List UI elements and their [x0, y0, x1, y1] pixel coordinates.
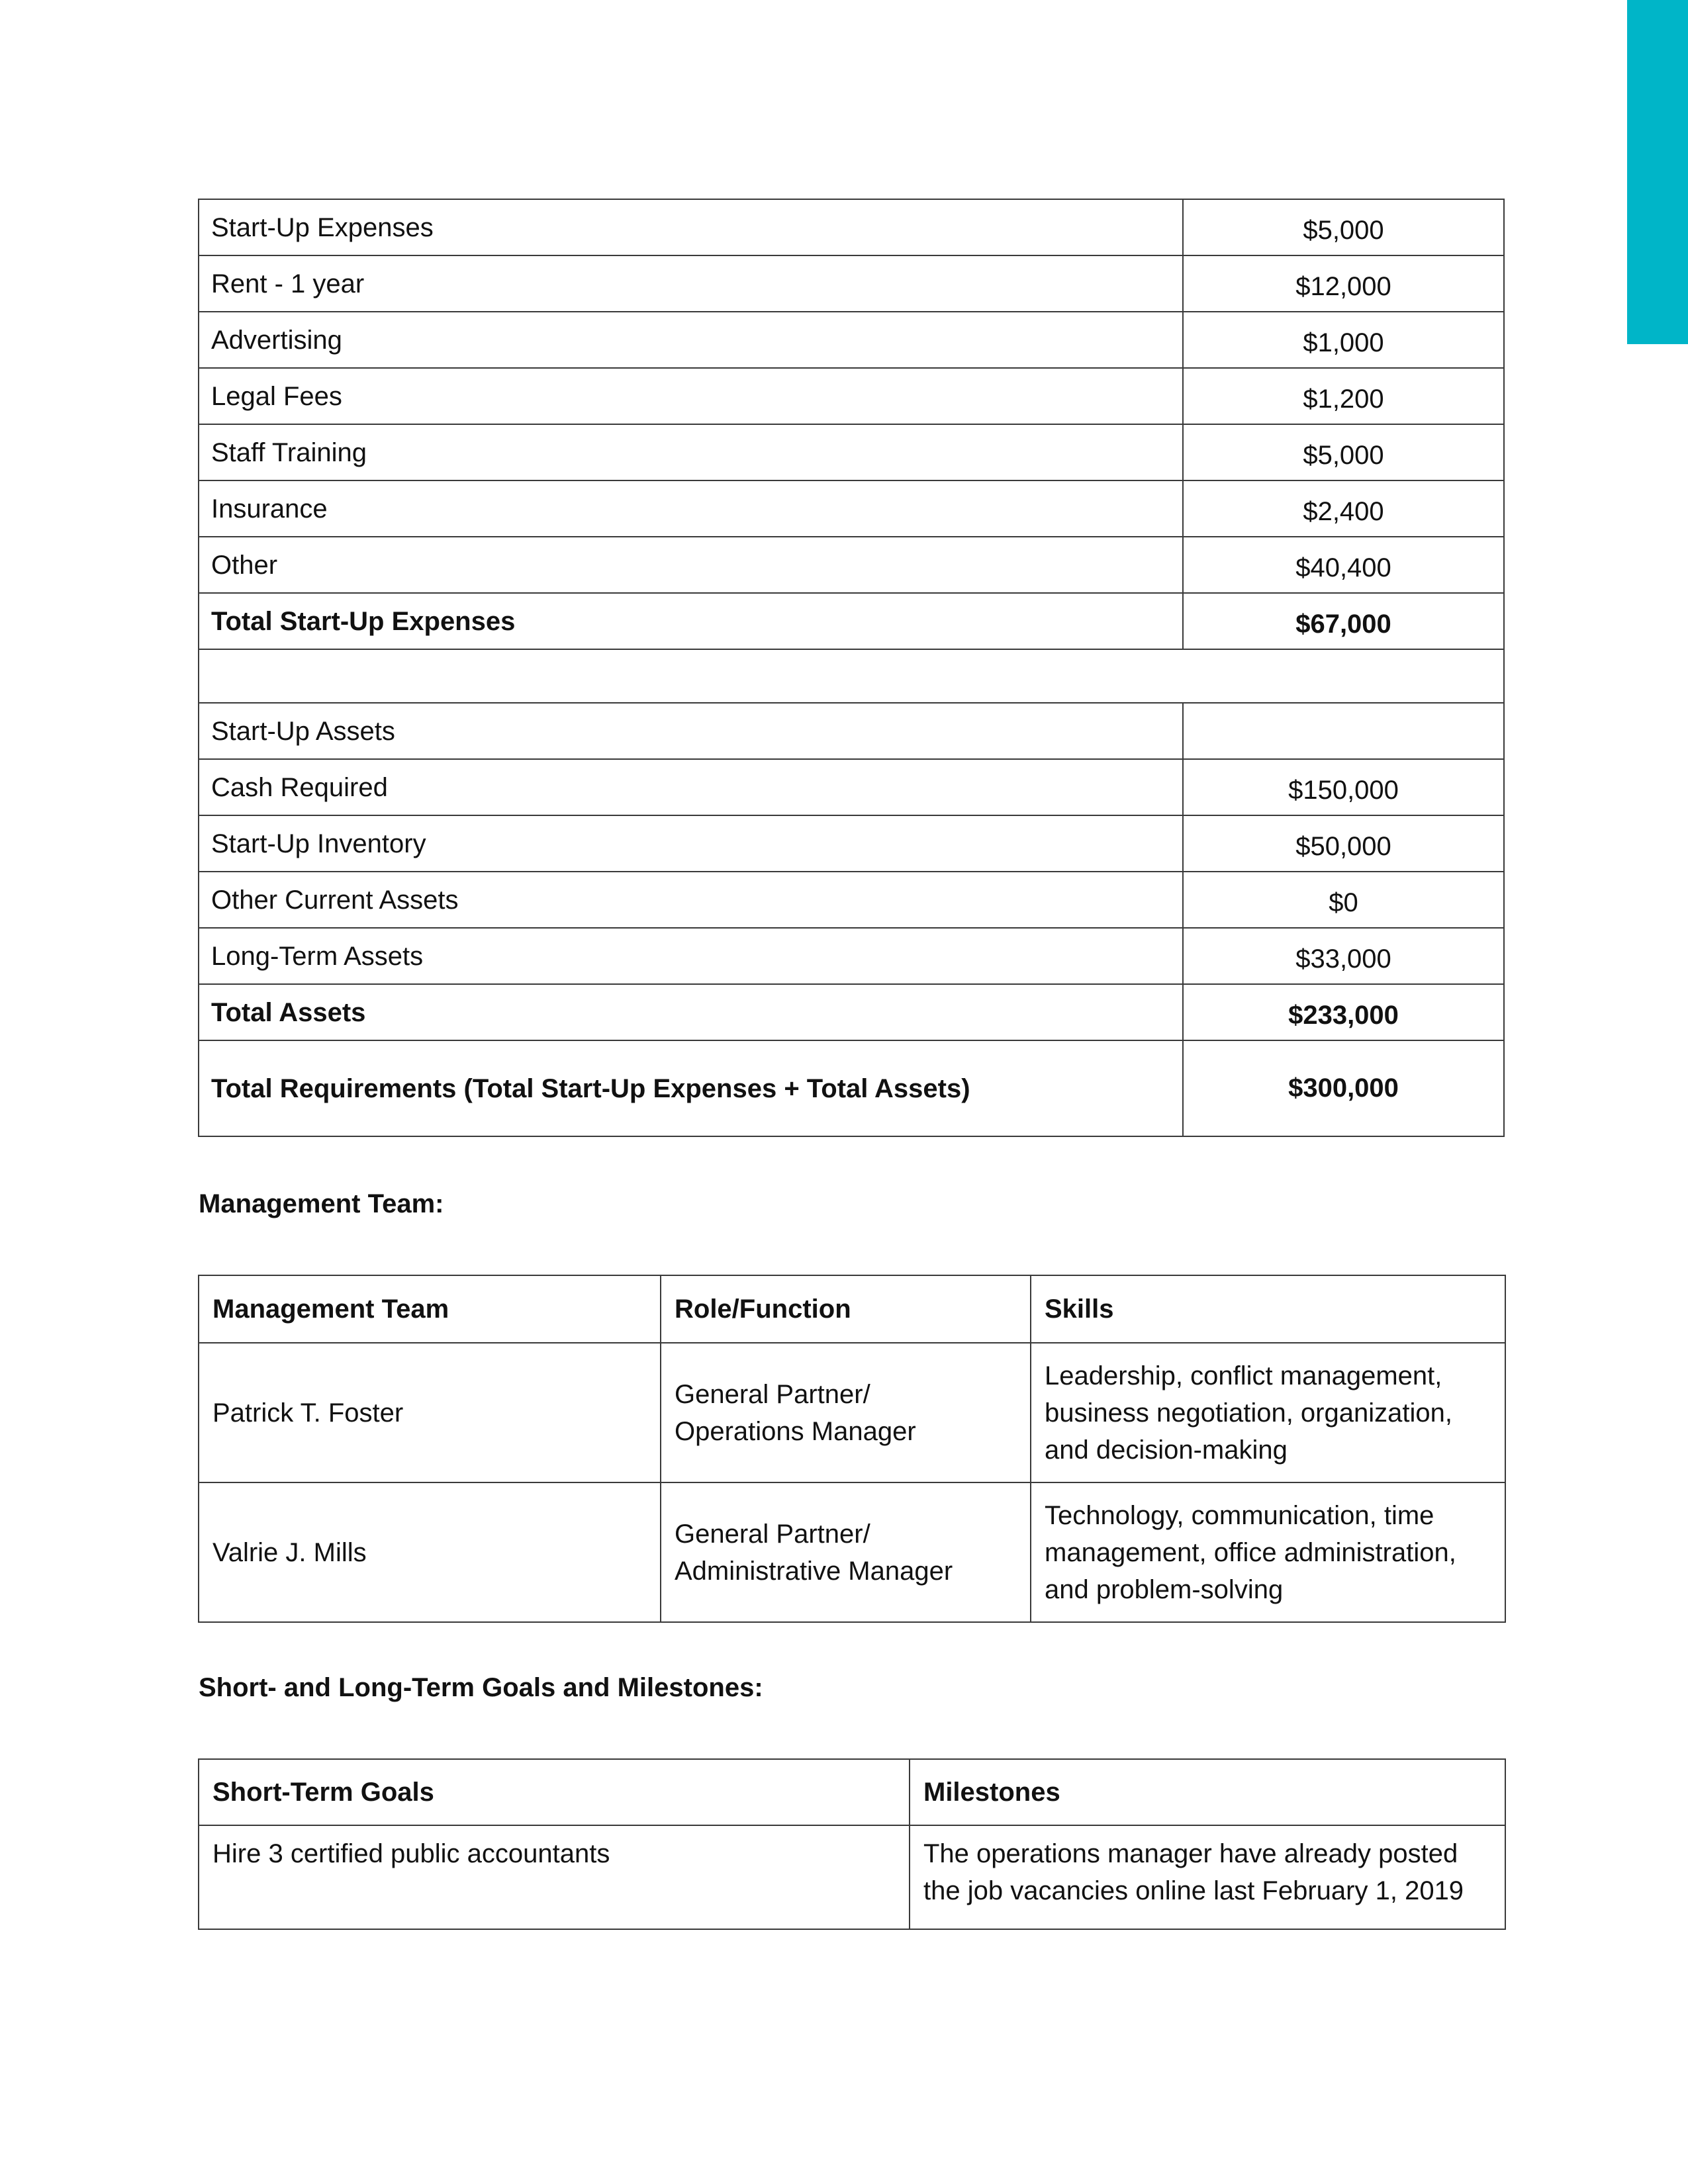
column-header-management-team: Management Team [199, 1275, 661, 1343]
accent-tab [1627, 0, 1688, 344]
row-value: $150,000 [1183, 759, 1504, 815]
total-requirements-value: $300,000 [1183, 1040, 1504, 1136]
total-assets-row [199, 984, 1504, 1040]
column-header-role-function: Role/Function [661, 1275, 1031, 1343]
member-skills [1031, 1343, 1505, 1482]
skills-line: Technology, communication, time [1045, 1500, 1434, 1530]
row-label: Staff Training [199, 424, 1183, 480]
row-label: Other [199, 537, 1183, 593]
table-row [199, 815, 1504, 872]
total-requirements-row [199, 1040, 1504, 1136]
skills-line: and problem-solving [1045, 1574, 1284, 1604]
row-value: $1,000 [1183, 312, 1504, 368]
table-row [199, 1825, 1505, 1929]
row-label: Start-Up Inventory [199, 815, 1183, 872]
role-line: General Partner/ [675, 1519, 870, 1549]
table-row [199, 928, 1504, 984]
table-row [199, 480, 1504, 537]
row-label: Long-Term Assets [199, 928, 1183, 984]
management-team-heading: Management Team: [199, 1189, 444, 1218]
row-label: Rent - 1 year [199, 255, 1183, 312]
table-row [199, 255, 1504, 312]
management-team-table [198, 1275, 1506, 1623]
row-label: Advertising [199, 312, 1183, 368]
table-header-row [199, 1759, 1505, 1825]
table-row [199, 759, 1504, 815]
member-role [661, 1343, 1031, 1482]
table-row [199, 368, 1504, 424]
table-row [199, 537, 1504, 593]
row-value: $1,200 [1183, 368, 1504, 424]
row-value: $50,000 [1183, 815, 1504, 872]
goals-milestones-heading: Short- and Long-Term Goals and Milestones: [199, 1673, 763, 1702]
goals-milestones-table [198, 1758, 1506, 1930]
assets-header-label: Start-Up Assets [199, 703, 1183, 759]
row-label: Legal Fees [199, 368, 1183, 424]
table-row [199, 312, 1504, 368]
column-header-skills: Skills [1031, 1275, 1505, 1343]
spacer-cell [199, 649, 1504, 703]
skills-line: and decision-making [1045, 1435, 1288, 1465]
row-value: $2,400 [1183, 480, 1504, 537]
row-label: Start-Up Expenses [199, 199, 1183, 255]
role-line: Administrative Manager [675, 1556, 953, 1586]
skills-line: Leadership, conflict management, [1045, 1361, 1442, 1390]
table-row [199, 1482, 1505, 1622]
row-value: $5,000 [1183, 199, 1504, 255]
assets-header-row [199, 703, 1504, 759]
member-role [661, 1482, 1031, 1622]
column-header-short-term-goals: Short-Term Goals [199, 1759, 910, 1825]
goal-text: Hire 3 certified public accountants [199, 1825, 910, 1929]
row-value: $0 [1183, 872, 1504, 928]
row-value: $40,400 [1183, 537, 1504, 593]
total-requirements-label: Total Requirements (Total Start-Up Expenses + Total Assets) [199, 1040, 1183, 1136]
row-value: $5,000 [1183, 424, 1504, 480]
table-row [199, 872, 1504, 928]
total-assets-value: $233,000 [1183, 984, 1504, 1040]
row-label: Insurance [199, 480, 1183, 537]
table-row [199, 199, 1504, 255]
row-label: Other Current Assets [199, 872, 1183, 928]
total-expenses-label: Total Start-Up Expenses [199, 593, 1183, 649]
milestone-text [910, 1825, 1505, 1929]
member-name: Valrie J. Mills [199, 1482, 661, 1622]
role-line: General Partner/ [675, 1379, 870, 1409]
spacer-row [199, 649, 1504, 703]
milestone-line: The operations manager have already posted [923, 1839, 1458, 1868]
total-expenses-row [199, 593, 1504, 649]
row-label: Cash Required [199, 759, 1183, 815]
assets-header-value [1183, 703, 1504, 759]
table-header-row [199, 1275, 1505, 1343]
skills-line: management, office administration, [1045, 1537, 1456, 1567]
row-value: $33,000 [1183, 928, 1504, 984]
table-row [199, 1343, 1505, 1482]
row-value: $12,000 [1183, 255, 1504, 312]
startup-costs-table [198, 199, 1505, 1137]
milestone-line: the job vacancies online last February 1, 2019 [923, 1876, 1464, 1905]
total-expenses-value: $67,000 [1183, 593, 1504, 649]
member-skills [1031, 1482, 1505, 1622]
table-row [199, 424, 1504, 480]
skills-line: business negotiation, organization, [1045, 1398, 1452, 1428]
total-assets-label: Total Assets [199, 984, 1183, 1040]
column-header-milestones: Milestones [910, 1759, 1505, 1825]
role-line: Operations Manager [675, 1416, 916, 1446]
member-name: Patrick T. Foster [199, 1343, 661, 1482]
